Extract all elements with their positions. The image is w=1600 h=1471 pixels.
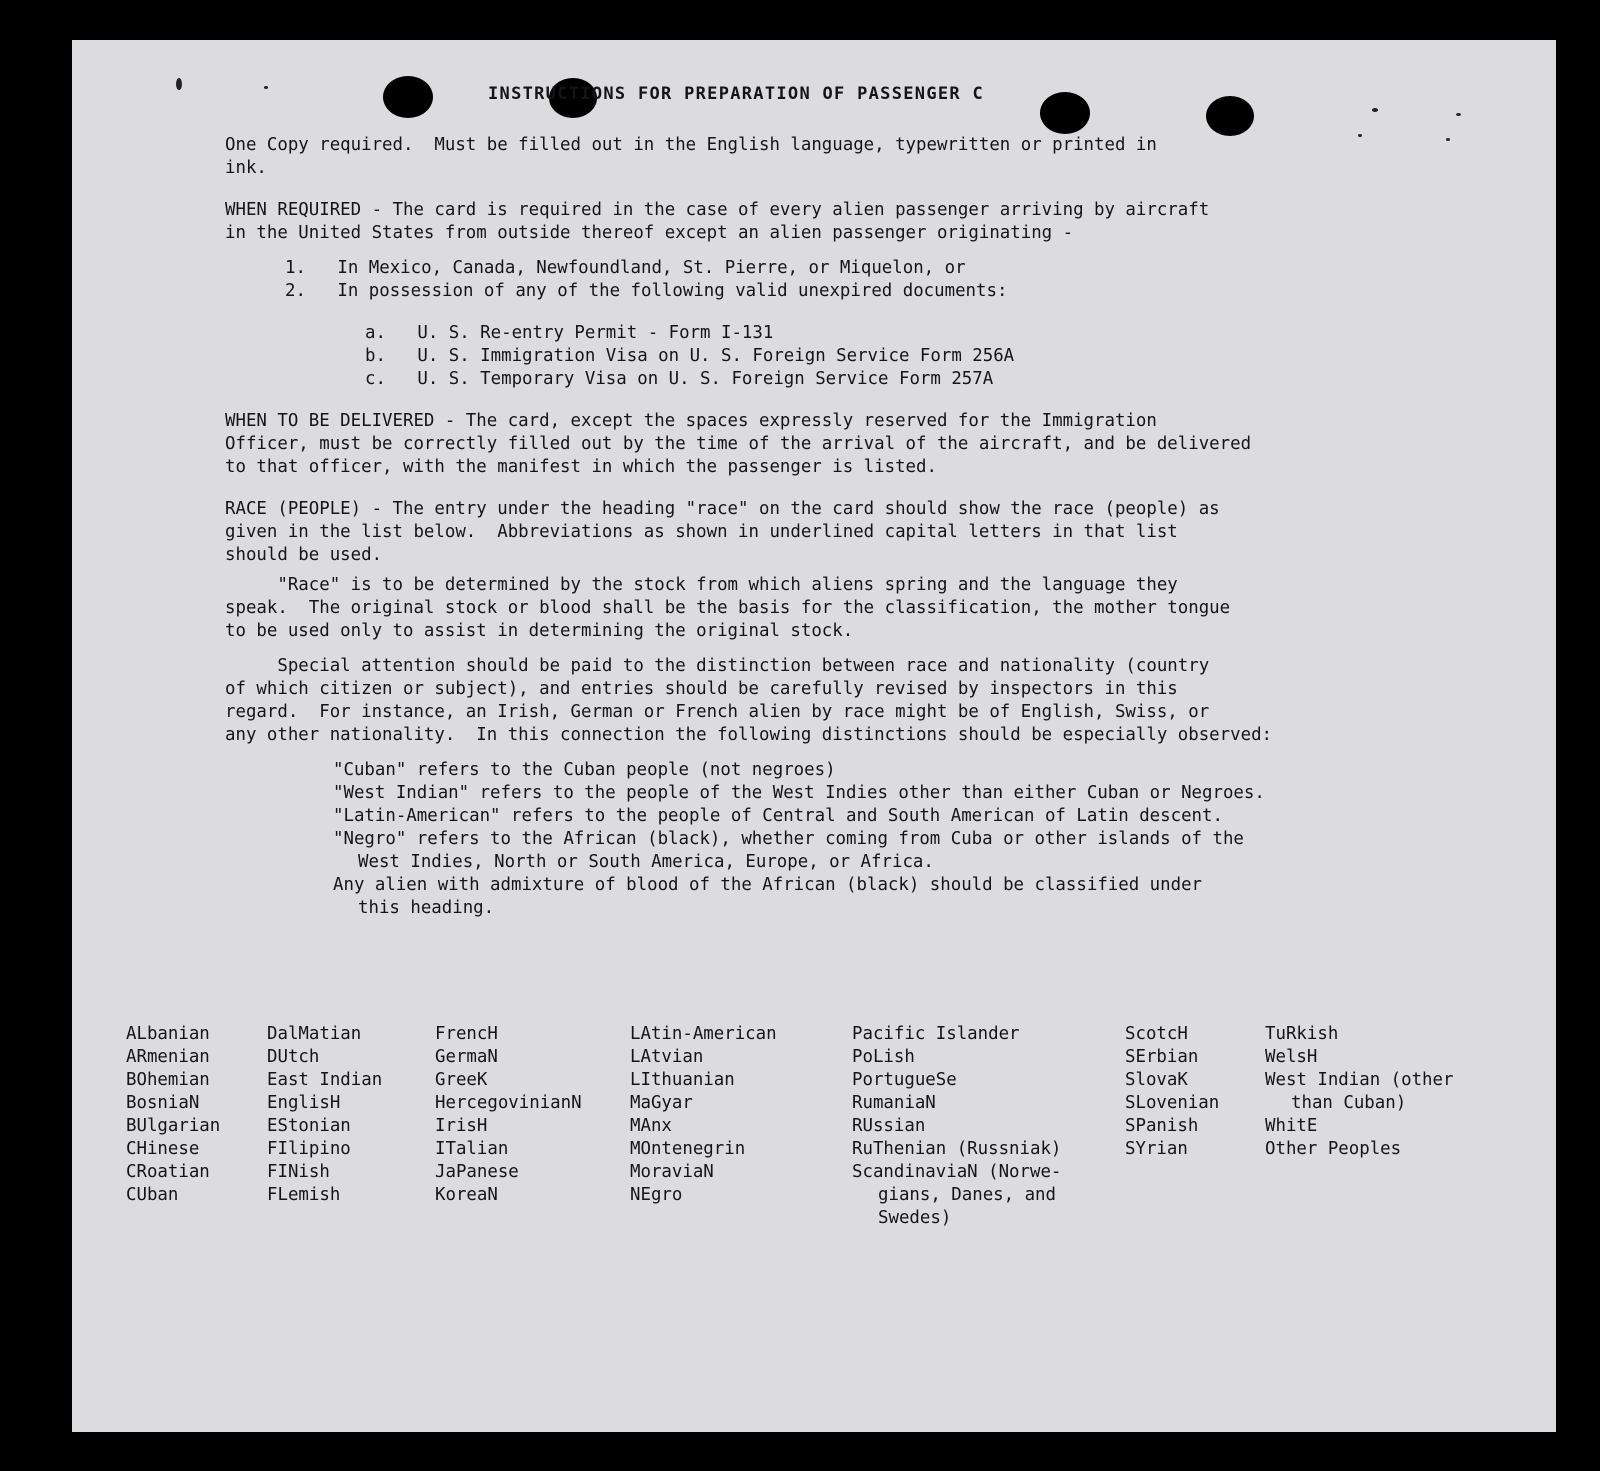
document-item: c. U. S. Temporary Visa on U. S. Foreign Service Form 257A	[365, 369, 994, 389]
race-entry: RumaniaN	[852, 1093, 936, 1113]
when-required-line: in the United States from outside thereof except an alien passenger originating -	[225, 223, 1074, 243]
distinction-line: Any alien with admixture of blood of the African (black) should be classified under	[333, 875, 1203, 895]
race-column	[1265, 1023, 1453, 1161]
race-entry: SLovenian	[1125, 1093, 1220, 1113]
distinction-line: this heading.	[358, 898, 495, 918]
race-entry: FINish	[267, 1162, 330, 1182]
race-entry: Other Peoples	[1265, 1139, 1402, 1159]
race-entry: DUtch	[267, 1047, 320, 1067]
race-entry: KoreaN	[435, 1185, 498, 1205]
race-entry: SPanish	[1125, 1116, 1199, 1136]
race-entry: Pacific Islander	[852, 1024, 1020, 1044]
origin-item: 2. In possession of any of the following valid unexpired documents:	[285, 281, 1008, 301]
race-entry: MoraviaN	[630, 1162, 714, 1182]
race-entry: RuThenian (Russniak)	[852, 1139, 1062, 1159]
race-entry: than Cuban)	[1291, 1093, 1407, 1113]
race-entry: LAtvian	[630, 1047, 704, 1067]
distinction-line: "Latin-American" refers to the people of Central and South American of Latin descent.	[333, 806, 1223, 826]
race-entry: WhitE	[1265, 1116, 1318, 1136]
instructions-body	[225, 134, 1525, 920]
race-entry: BUlgarian	[126, 1116, 221, 1136]
race-entry: GreeK	[435, 1070, 488, 1090]
race-line: should be used.	[225, 545, 383, 565]
document-item: a. U. S. Re-entry Permit - Form I-131	[365, 323, 774, 343]
punch-hole	[1206, 96, 1254, 136]
race-column	[267, 1023, 382, 1207]
race-entry: FIlipino	[267, 1139, 351, 1159]
when-delivered-line: WHEN TO BE DELIVERED - The card, except the spaces expressly reserved for the Immigration	[225, 411, 1157, 431]
race-entry: MaGyar	[630, 1093, 693, 1113]
race-column	[630, 1023, 777, 1207]
when-delivered-line: to that officer, with the manifest in which the passenger is listed.	[225, 457, 937, 477]
race-line: RACE (PEOPLE) - The entry under the heading "race" on the card should show the race (people) as	[225, 499, 1220, 519]
race-entry: Swedes)	[878, 1208, 952, 1228]
race-entry: SYrian	[1125, 1139, 1188, 1159]
race-entry: CUban	[126, 1185, 179, 1205]
ink-speck	[1456, 113, 1461, 116]
race-entry: LAtin-American	[630, 1024, 777, 1044]
race-entry: CRoatian	[126, 1162, 210, 1182]
distinction-line: "Cuban" refers to the Cuban people (not negroes)	[333, 760, 836, 780]
punch-hole	[383, 76, 433, 118]
race-entry: CHinese	[126, 1139, 200, 1159]
race-entry: HercegovinianN	[435, 1093, 582, 1113]
race-entry: TuRkish	[1265, 1024, 1339, 1044]
ink-speck	[1372, 108, 1378, 112]
ink-speck	[176, 78, 182, 90]
when-delivered-line: Officer, must be correctly filled out by the time of the arrival of the aircraft, and be delivered	[225, 434, 1252, 454]
race-entry: LIthuanian	[630, 1070, 735, 1090]
race-entry: EStonian	[267, 1116, 351, 1136]
race-line: of which citizen or subject), and entries should be carefully revised by inspectors in this	[225, 679, 1178, 699]
intro-line: One Copy required. Must be filled out in the English language, typewritten or printed in	[225, 135, 1157, 155]
race-line: speak. The original stock or blood shall be the basis for the classification, the mother tongue	[225, 598, 1231, 618]
race-entry: ScotcH	[1125, 1024, 1188, 1044]
race-line: "Race" is to be determined by the stock from which aliens spring and the language they	[225, 575, 1178, 595]
race-column	[126, 1023, 220, 1207]
race-entry: BOhemian	[126, 1070, 210, 1090]
race-entry: ScandinaviaN (Norwe-	[852, 1162, 1062, 1182]
race-entry: SlovaK	[1125, 1070, 1188, 1090]
race-entry: EnglisH	[267, 1093, 341, 1113]
race-entry: ITalian	[435, 1139, 509, 1159]
race-column	[435, 1023, 582, 1207]
origin-item: 1. In Mexico, Canada, Newfoundland, St. Pierre, or Miquelon, or	[285, 258, 966, 278]
punch-hole	[1040, 92, 1090, 134]
race-line: given in the list below. Abbreviations as shown in underlined capital letters in that list	[225, 522, 1178, 542]
race-column	[852, 1023, 1061, 1230]
when-required-line: WHEN REQUIRED - The card is required in the case of every alien passenger arriving by aircraft	[225, 200, 1210, 220]
race-entry: West Indian (other	[1265, 1070, 1454, 1090]
race-entry: SErbian	[1125, 1047, 1199, 1067]
ink-speck	[264, 86, 268, 89]
distinction-line: West Indies, North or South America, Europe, or Africa.	[358, 852, 934, 872]
distinction-line: "Negro" refers to the African (black), whether coming from Cuba or other islands of the	[333, 829, 1244, 849]
document-title: INSTRUCTIONS FOR PREPARATION OF PASSENGER C	[488, 84, 984, 104]
race-column	[1125, 1023, 1219, 1161]
race-entry: ARmenian	[126, 1047, 210, 1067]
race-entry: FrencH	[435, 1024, 498, 1044]
race-entry: DalMatian	[267, 1024, 362, 1044]
race-entry: PoLish	[852, 1047, 915, 1067]
race-entry: NEgro	[630, 1185, 683, 1205]
race-line: Special attention should be paid to the distinction between race and nationality (country	[225, 656, 1210, 676]
race-entry: MAnx	[630, 1116, 672, 1136]
race-entry: RUssian	[852, 1116, 926, 1136]
race-entry: FLemish	[267, 1185, 341, 1205]
race-entry: BosniaN	[126, 1093, 200, 1113]
race-entry: WelsH	[1265, 1047, 1318, 1067]
race-entry: IrisH	[435, 1116, 488, 1136]
document-item: b. U. S. Immigration Visa on U. S. Foreign Service Form 256A	[365, 346, 1015, 366]
race-entry: gians, Danes, and	[878, 1185, 1056, 1205]
race-entry: GermaN	[435, 1047, 498, 1067]
race-entry: PortugueSe	[852, 1070, 957, 1090]
race-entry: East Indian	[267, 1070, 383, 1090]
race-line: any other nationality. In this connection the following distinctions should be especially observed:	[225, 725, 1273, 745]
intro-line: ink.	[225, 158, 267, 178]
race-line: to be used only to assist in determining the original stock.	[225, 621, 854, 641]
distinction-line: "West Indian" refers to the people of the West Indies other than either Cuban or Negroes.	[333, 783, 1265, 803]
race-line: regard. For instance, an Irish, German or French alien by race might be of English, Swiss, or	[225, 702, 1210, 722]
race-entry: JaPanese	[435, 1162, 519, 1182]
race-entry: ALbanian	[126, 1024, 210, 1044]
race-entry: MOntenegrin	[630, 1139, 746, 1159]
